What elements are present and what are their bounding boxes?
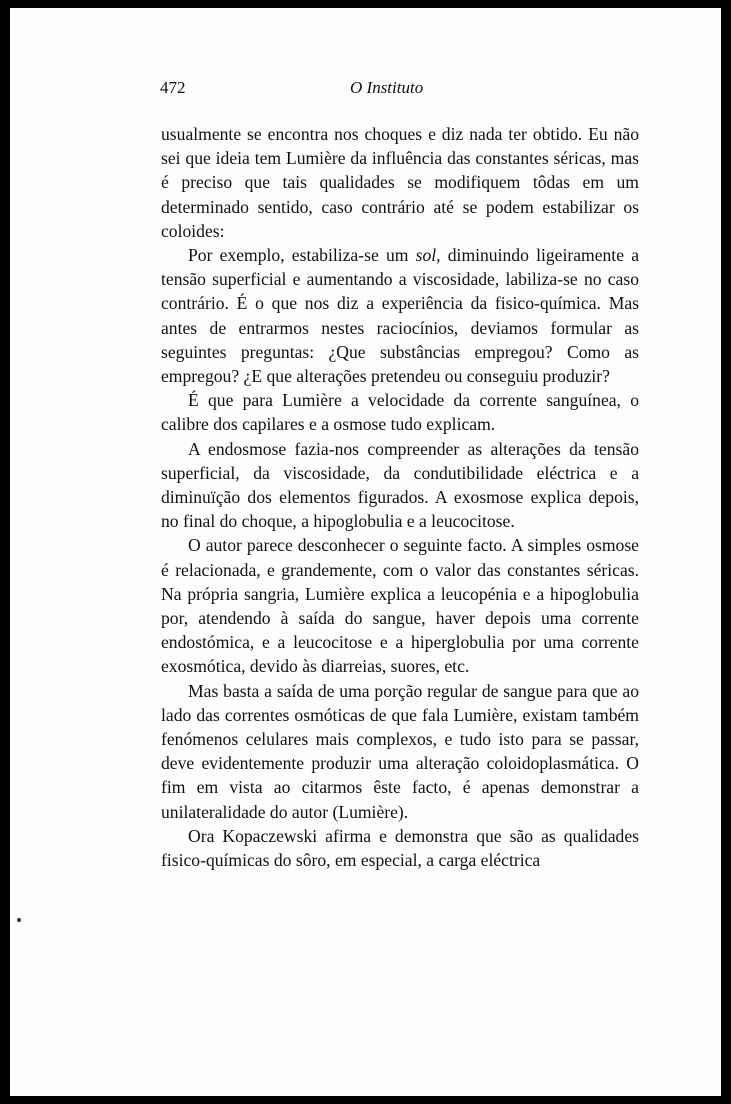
paragraph-3: É que para Lumière a velocidade da corrente sanguínea, o calibre dos capilares e a osmose tudo explicam. xyxy=(161,390,639,435)
running-title: O Instituto xyxy=(350,78,424,97)
page-sheet xyxy=(10,8,721,1096)
body-text xyxy=(161,122,639,872)
paragraph-7: Ora Kopaczewski afirma e demonstra que são as qualidades fisico-químicas do sôro, em especial, a carga eléctrica xyxy=(161,825,639,871)
margin-speck xyxy=(17,918,21,922)
italic-term-sol: sol, xyxy=(415,245,441,266)
paragraph-5: O autor parece desconhecer o seguinte facto. A simples osmose é relacionada, e grandemente, com o valor das constantes séricas. Na própria sangria, Lumière explica a leucopénia e a hipoglobulia por, atendendo à saída do sangue, haver depois uma corrente endostómica, e a leucocitose e a hiperglobulia por uma corrente exosmótica, devido às diarreias, suores, etc. xyxy=(161,535,639,677)
paragraph-2-start: Por exemplo, estabiliza-se um xyxy=(188,245,416,266)
page-number: 472 xyxy=(160,78,186,97)
paragraph-1: usualmente se encontra nos choques e diz nada ter obtido. Eu não sei que ideia tem Lumière da influência das constantes séricas, mas é preciso que tais qualidades se modifiquem tôdas em um determinado sentido, caso contrário até se podem estabilizar os coloides: xyxy=(161,124,639,241)
paragraph-4: A endosmose fazia-nos compreender as alterações da tensão superficial, da viscosidade, da condutibilidade eléctrica e a diminuïção dos elementos figurados. A exosmose explica depois, no final do choque, a hipoglobulia e a leucocitose. xyxy=(161,438,639,532)
page-header xyxy=(160,78,640,106)
paragraph-6: Mas basta a saída de uma porção regular de sangue para que ao lado das correntes osmóticas de que fala Lumière, existam também fenómenos celulares mais complexos, e tudo isto para se passar, deve evidentemente produzir uma alteração coloidoplasmática. O fim em vista ao citarmos êste facto, é apenas demonstrar a unilateralidade do autor (Lumière). xyxy=(161,680,639,822)
paragraph-2 xyxy=(161,243,639,388)
paragraph-2-rest: diminuindo ligeiramente a tensão superficial e aumentando a viscosidade, labiliza-se no caso contrário. É o que nos diz a experiência da fisico-química. Mas antes de entrarmos nestes raciocínios, deviamos formular as seguintes preguntas: ¿Que substâncias empregou? Como as empregou? ¿E que alterações pretendeu ou conseguiu produzir? xyxy=(161,245,640,387)
